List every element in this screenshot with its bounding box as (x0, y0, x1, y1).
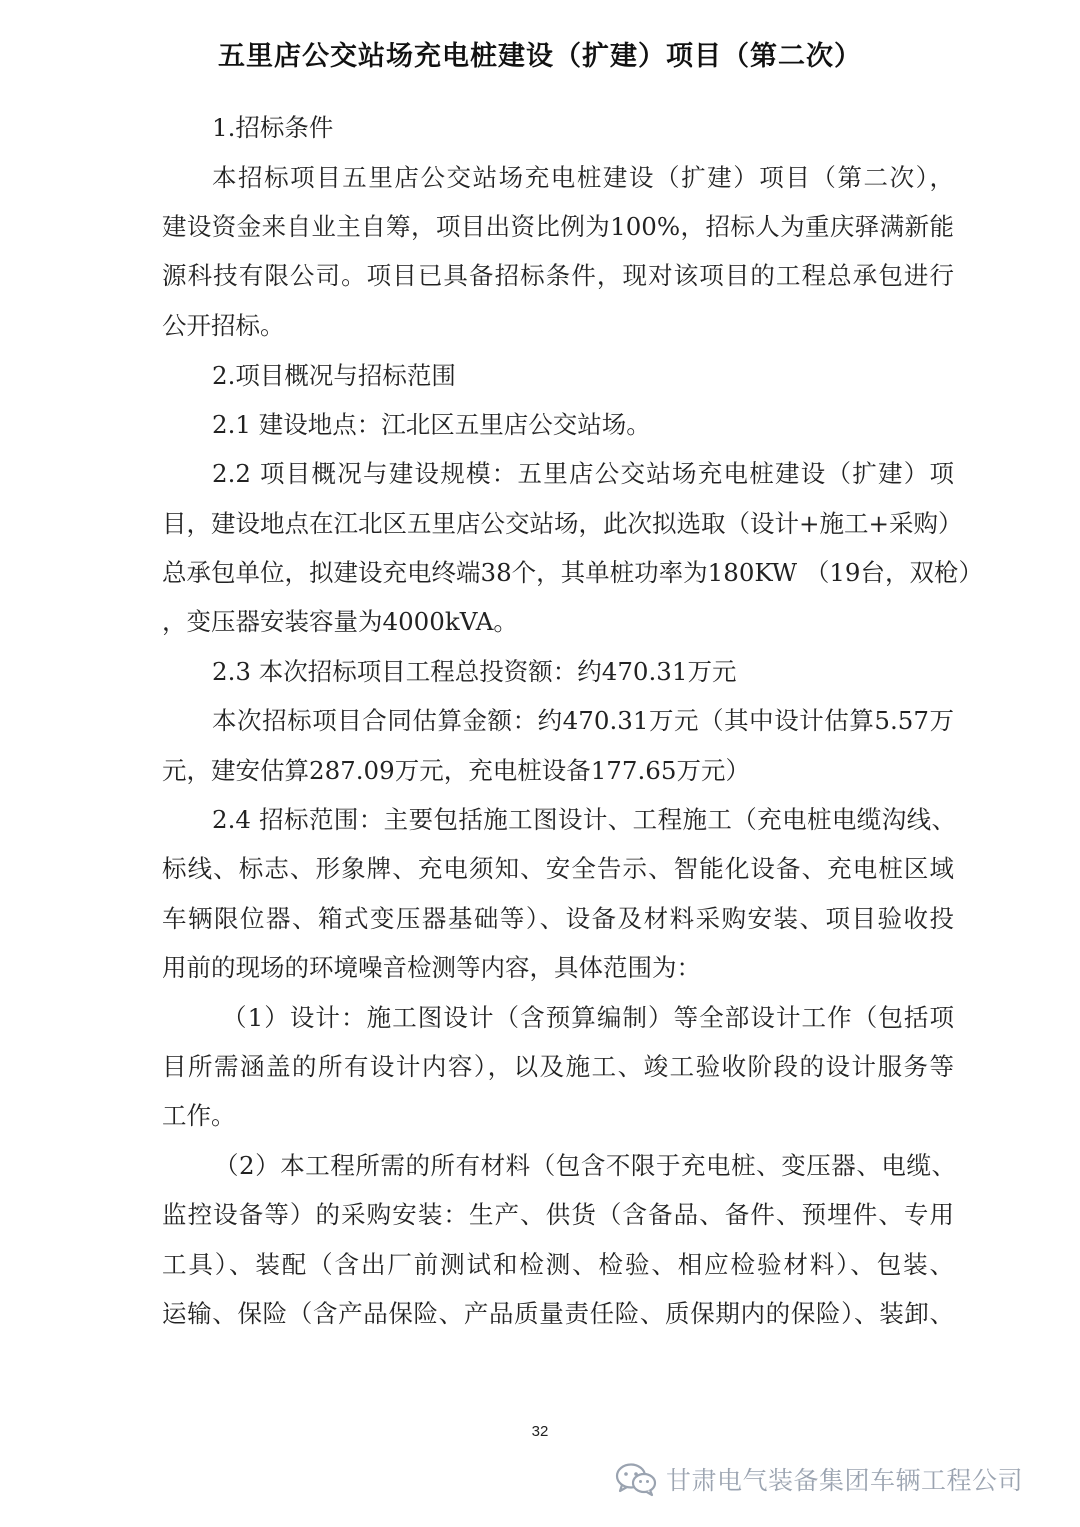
subsection-scale: 2.2 项目概况与建设规模：五里店公交站场充电桩建设（扩建）项 (212, 459, 954, 488)
section-heading-bidding-conditions: 1.招标条件 (212, 113, 334, 142)
page-number: 32 (531, 1423, 549, 1440)
paragraph-line: 目，建设地点在江北区五里店公交站场，此次拟选取（设计+施工+采购） (162, 509, 963, 538)
paragraph-line: 工具）、装配（含出厂前测试和检测、检验、相应检验材料）、包装、 (162, 1250, 954, 1279)
paragraph-line: 监控设备等）的采购安装：生产、供货（含备品、备件、预埋件、专用 (162, 1200, 954, 1229)
section-heading-project-overview: 2.项目概况与招标范围 (212, 361, 456, 390)
paragraph-line: 源科技有限公司。项目已具备招标条件，现对该项目的工程总承包进行 (162, 261, 954, 290)
paragraph-line: 建设资金来自业主自筹，项目出资比例为100%，招标人为重庆驿满新能 (162, 212, 954, 241)
wechat-icon (612, 1459, 660, 1499)
paragraph-line: 公开招标。 (162, 311, 285, 340)
subsection-scope: 2.4 招标范围：主要包括施工图设计、工程施工（充电桩电缆沟线、 (212, 805, 956, 834)
paragraph-line: 本招标项目五里店公交站场充电桩建设（扩建）项目（第二次）， (212, 163, 954, 192)
subsection-location: 2.1 建设地点：江北区五里店公交站场。 (212, 410, 651, 439)
paragraph-line: ，变压器安装容量为4000kVA。 (162, 607, 518, 636)
paragraph-line: 标线、标志、形象牌、充电须知、安全告示、智能化设备、充电桩区域 (162, 854, 954, 883)
document-title: 五里店公交站场充电桩建设（扩建）项目（第二次） (218, 41, 862, 72)
paragraph-line: 目所需涵盖的所有设计内容），以及施工、竣工验收阶段的设计服务等 (162, 1052, 954, 1081)
watermark-text: 甘肃电气装备集团车辆工程公司 (666, 1466, 1024, 1495)
paragraph-line: 本次招标项目合同估算金额：约470.31万元（其中设计估算5.57万 (212, 706, 954, 735)
paragraph-line: 车辆限位器、箱式变压器基础等）、设备及材料采购安装、项目验收投 (162, 904, 954, 933)
paragraph-line: 工作。 (162, 1101, 236, 1130)
watermark (612, 1459, 1023, 1499)
paragraph-line: 用前的现场的环境噪音检测等内容，具体范围为： (162, 953, 701, 982)
paragraph-line: 运输、保险（含产品保险、产品质量责任险、质保期内的保险）、装卸、 (162, 1299, 954, 1328)
paragraph-line: 总承包单位，拟建设充电终端38个，其单桩功率为180KW （19台，双枪） (162, 558, 984, 587)
paragraph-line: 元，建安估算287.09万元，充电桩设备177.65万元） (162, 756, 750, 785)
scope-item-materials: （2）本工程所需的所有材料（包含不限于充电桩、变压器、电缆、 (214, 1151, 956, 1180)
subsection-investment: 2.3 本次招标项目工程总投资额：约470.31万元 (212, 657, 737, 686)
scope-item-design: （1）设计：施工图设计（含预算编制）等全部设计工作（包括项 (222, 1003, 954, 1032)
